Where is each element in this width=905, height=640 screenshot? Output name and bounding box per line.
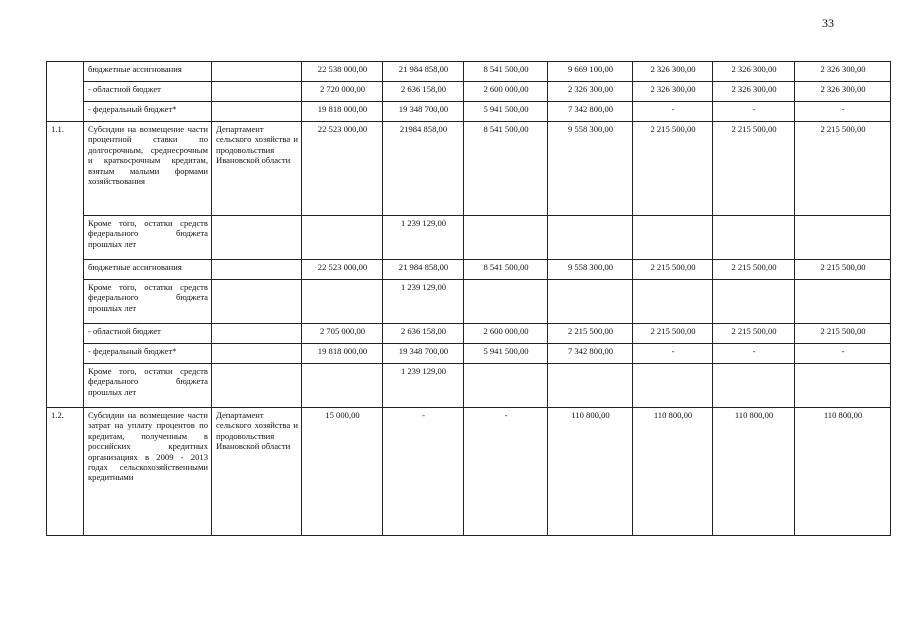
- amount-cell: 2 215 500,00: [633, 324, 713, 344]
- amount-cell: 2 720 000,00: [302, 82, 383, 102]
- executor-cell: [212, 364, 302, 408]
- item-name-cell: бюджетные ассигнования: [84, 62, 212, 82]
- amount-cell: 2 326 300,00: [713, 82, 795, 102]
- table-row: [47, 216, 891, 260]
- amount-cell: [795, 280, 891, 324]
- amount-cell: 22 523 000,00: [302, 260, 383, 280]
- amount-cell: 2 215 500,00: [713, 324, 795, 344]
- executor-cell: [212, 62, 302, 82]
- executor-cell: Департамент сельского хозяйства и продовольствия Ивановской области: [212, 122, 302, 216]
- amount-cell: 2 326 300,00: [713, 62, 795, 82]
- amount-cell: 2 600 000,00: [464, 324, 548, 344]
- amount-cell: -: [633, 344, 713, 364]
- item-name-cell: - федеральный бюджет*: [84, 102, 212, 122]
- item-name-cell: Субсидии на возмещение части затрат на уплату процентов по кредитам, полученным в российских кредитных организациях в 2009 - 2013 годах сельскохозяйственными кредитными: [84, 408, 212, 536]
- amount-cell: -: [383, 408, 464, 536]
- amount-cell: [633, 216, 713, 260]
- amount-cell: [713, 364, 795, 408]
- table-row: [47, 364, 891, 408]
- row-number-cell: [47, 324, 84, 344]
- row-number-cell: [47, 102, 84, 122]
- executor-cell: [212, 260, 302, 280]
- budget-table: [46, 61, 891, 536]
- amount-cell: 110 800,00: [713, 408, 795, 536]
- amount-cell: -: [464, 408, 548, 536]
- item-name-cell: Субсидии на возмещение части процентной ставки по долгосрочным, среднесрочным и краткосрочным кредитам, взятым малыми формами хозяйствования: [84, 122, 212, 216]
- row-number-cell: [47, 216, 84, 260]
- executor-cell: [212, 280, 302, 324]
- executor-cell: [212, 82, 302, 102]
- amount-cell: 110 800,00: [548, 408, 633, 536]
- table-row: [47, 408, 891, 536]
- row-number-cell: [47, 260, 84, 280]
- amount-cell: 2 215 500,00: [713, 260, 795, 280]
- amount-cell: 2 326 300,00: [633, 82, 713, 102]
- amount-cell: 8 541 500,00: [464, 62, 548, 82]
- amount-cell: 8 541 500,00: [464, 260, 548, 280]
- amount-cell: 22 538 000,00: [302, 62, 383, 82]
- amount-cell: -: [713, 102, 795, 122]
- executor-cell: [212, 344, 302, 364]
- table-row: [47, 82, 891, 102]
- row-number-cell: [47, 280, 84, 324]
- amount-cell: [795, 364, 891, 408]
- amount-cell: 8 541 500,00: [464, 122, 548, 216]
- table-row: [47, 344, 891, 364]
- amount-cell: 9 669 100,00: [548, 62, 633, 82]
- amount-cell: 2 215 500,00: [633, 122, 713, 216]
- table-row: [47, 260, 891, 280]
- amount-cell: 2 215 500,00: [548, 324, 633, 344]
- amount-cell: [302, 216, 383, 260]
- executor-cell: [212, 102, 302, 122]
- amount-cell: [713, 280, 795, 324]
- table-body: [47, 62, 891, 536]
- amount-cell: [302, 280, 383, 324]
- amount-cell: 2 326 300,00: [548, 82, 633, 102]
- amount-cell: [464, 280, 548, 324]
- amount-cell: [548, 280, 633, 324]
- amount-cell: 7 342 800,00: [548, 344, 633, 364]
- amount-cell: 2 215 500,00: [713, 122, 795, 216]
- item-name-cell: Кроме того, остатки средств федерального бюджета прошлых лет: [84, 216, 212, 260]
- amount-cell: 2 326 300,00: [633, 62, 713, 82]
- amount-cell: [633, 280, 713, 324]
- amount-cell: 2 215 500,00: [633, 260, 713, 280]
- amount-cell: 5 941 500,00: [464, 102, 548, 122]
- table-row: [47, 324, 891, 344]
- row-number-cell: [47, 82, 84, 102]
- item-name-cell: Кроме того, остатки средств федерального бюджета прошлых лет: [84, 280, 212, 324]
- amount-cell: 21984 858,00: [383, 122, 464, 216]
- amount-cell: 19 818 000,00: [302, 102, 383, 122]
- amount-cell: [633, 364, 713, 408]
- amount-cell: 21 984 858,00: [383, 260, 464, 280]
- amount-cell: 7 342 800,00: [548, 102, 633, 122]
- page-number: 33: [822, 16, 834, 30]
- row-number-cell: 1.1.: [47, 122, 84, 216]
- amount-cell: 2 705 000,00: [302, 324, 383, 344]
- amount-cell: 9 558 300,00: [548, 260, 633, 280]
- amount-cell: 1 239 129,00: [383, 280, 464, 324]
- table-row: [47, 280, 891, 324]
- table-row: [47, 102, 891, 122]
- row-number-cell: [47, 364, 84, 408]
- item-name-cell: бюджетные ассигнования: [84, 260, 212, 280]
- item-name-cell: - федеральный бюджет*: [84, 344, 212, 364]
- table-row: [47, 62, 891, 82]
- amount-cell: [795, 216, 891, 260]
- amount-cell: 1 239 129,00: [383, 216, 464, 260]
- amount-cell: 2 600 000,00: [464, 82, 548, 102]
- amount-cell: 2 636 158,00: [383, 82, 464, 102]
- amount-cell: 19 818 000,00: [302, 344, 383, 364]
- row-number-cell: [47, 344, 84, 364]
- executor-cell: [212, 216, 302, 260]
- amount-cell: 2 215 500,00: [795, 122, 891, 216]
- amount-cell: 2 326 300,00: [795, 82, 891, 102]
- amount-cell: -: [795, 344, 891, 364]
- amount-cell: 19 348 700,00: [383, 344, 464, 364]
- amount-cell: [464, 364, 548, 408]
- amount-cell: 110 800,00: [633, 408, 713, 536]
- amount-cell: 2 636 158,00: [383, 324, 464, 344]
- amount-cell: 9 558 300,00: [548, 122, 633, 216]
- amount-cell: 19 348 700,00: [383, 102, 464, 122]
- amount-cell: 2 215 500,00: [795, 260, 891, 280]
- row-number-cell: [47, 62, 84, 82]
- amount-cell: 2 326 300,00: [795, 62, 891, 82]
- item-name-cell: - областной бюджет: [84, 82, 212, 102]
- amount-cell: [302, 364, 383, 408]
- amount-cell: 5 941 500,00: [464, 344, 548, 364]
- amount-cell: -: [633, 102, 713, 122]
- amount-cell: 22 523 000,00: [302, 122, 383, 216]
- amount-cell: -: [795, 102, 891, 122]
- executor-cell: Департамент сельского хозяйства и продовольствия Ивановской области: [212, 408, 302, 536]
- amount-cell: 15 000,00: [302, 408, 383, 536]
- executor-cell: [212, 324, 302, 344]
- amount-cell: -: [713, 344, 795, 364]
- item-name-cell: - областной бюджет: [84, 324, 212, 344]
- amount-cell: [464, 216, 548, 260]
- amount-cell: 21 984 858,00: [383, 62, 464, 82]
- amount-cell: [548, 364, 633, 408]
- amount-cell: 1 239 129,00: [383, 364, 464, 408]
- amount-cell: [548, 216, 633, 260]
- row-number-cell: 1.2.: [47, 408, 84, 536]
- item-name-cell: Кроме того, остатки средств федерального бюджета прошлых лет: [84, 364, 212, 408]
- amount-cell: [713, 216, 795, 260]
- amount-cell: 110 800,00: [795, 408, 891, 536]
- table-row: [47, 122, 891, 216]
- amount-cell: 2 215 500,00: [795, 324, 891, 344]
